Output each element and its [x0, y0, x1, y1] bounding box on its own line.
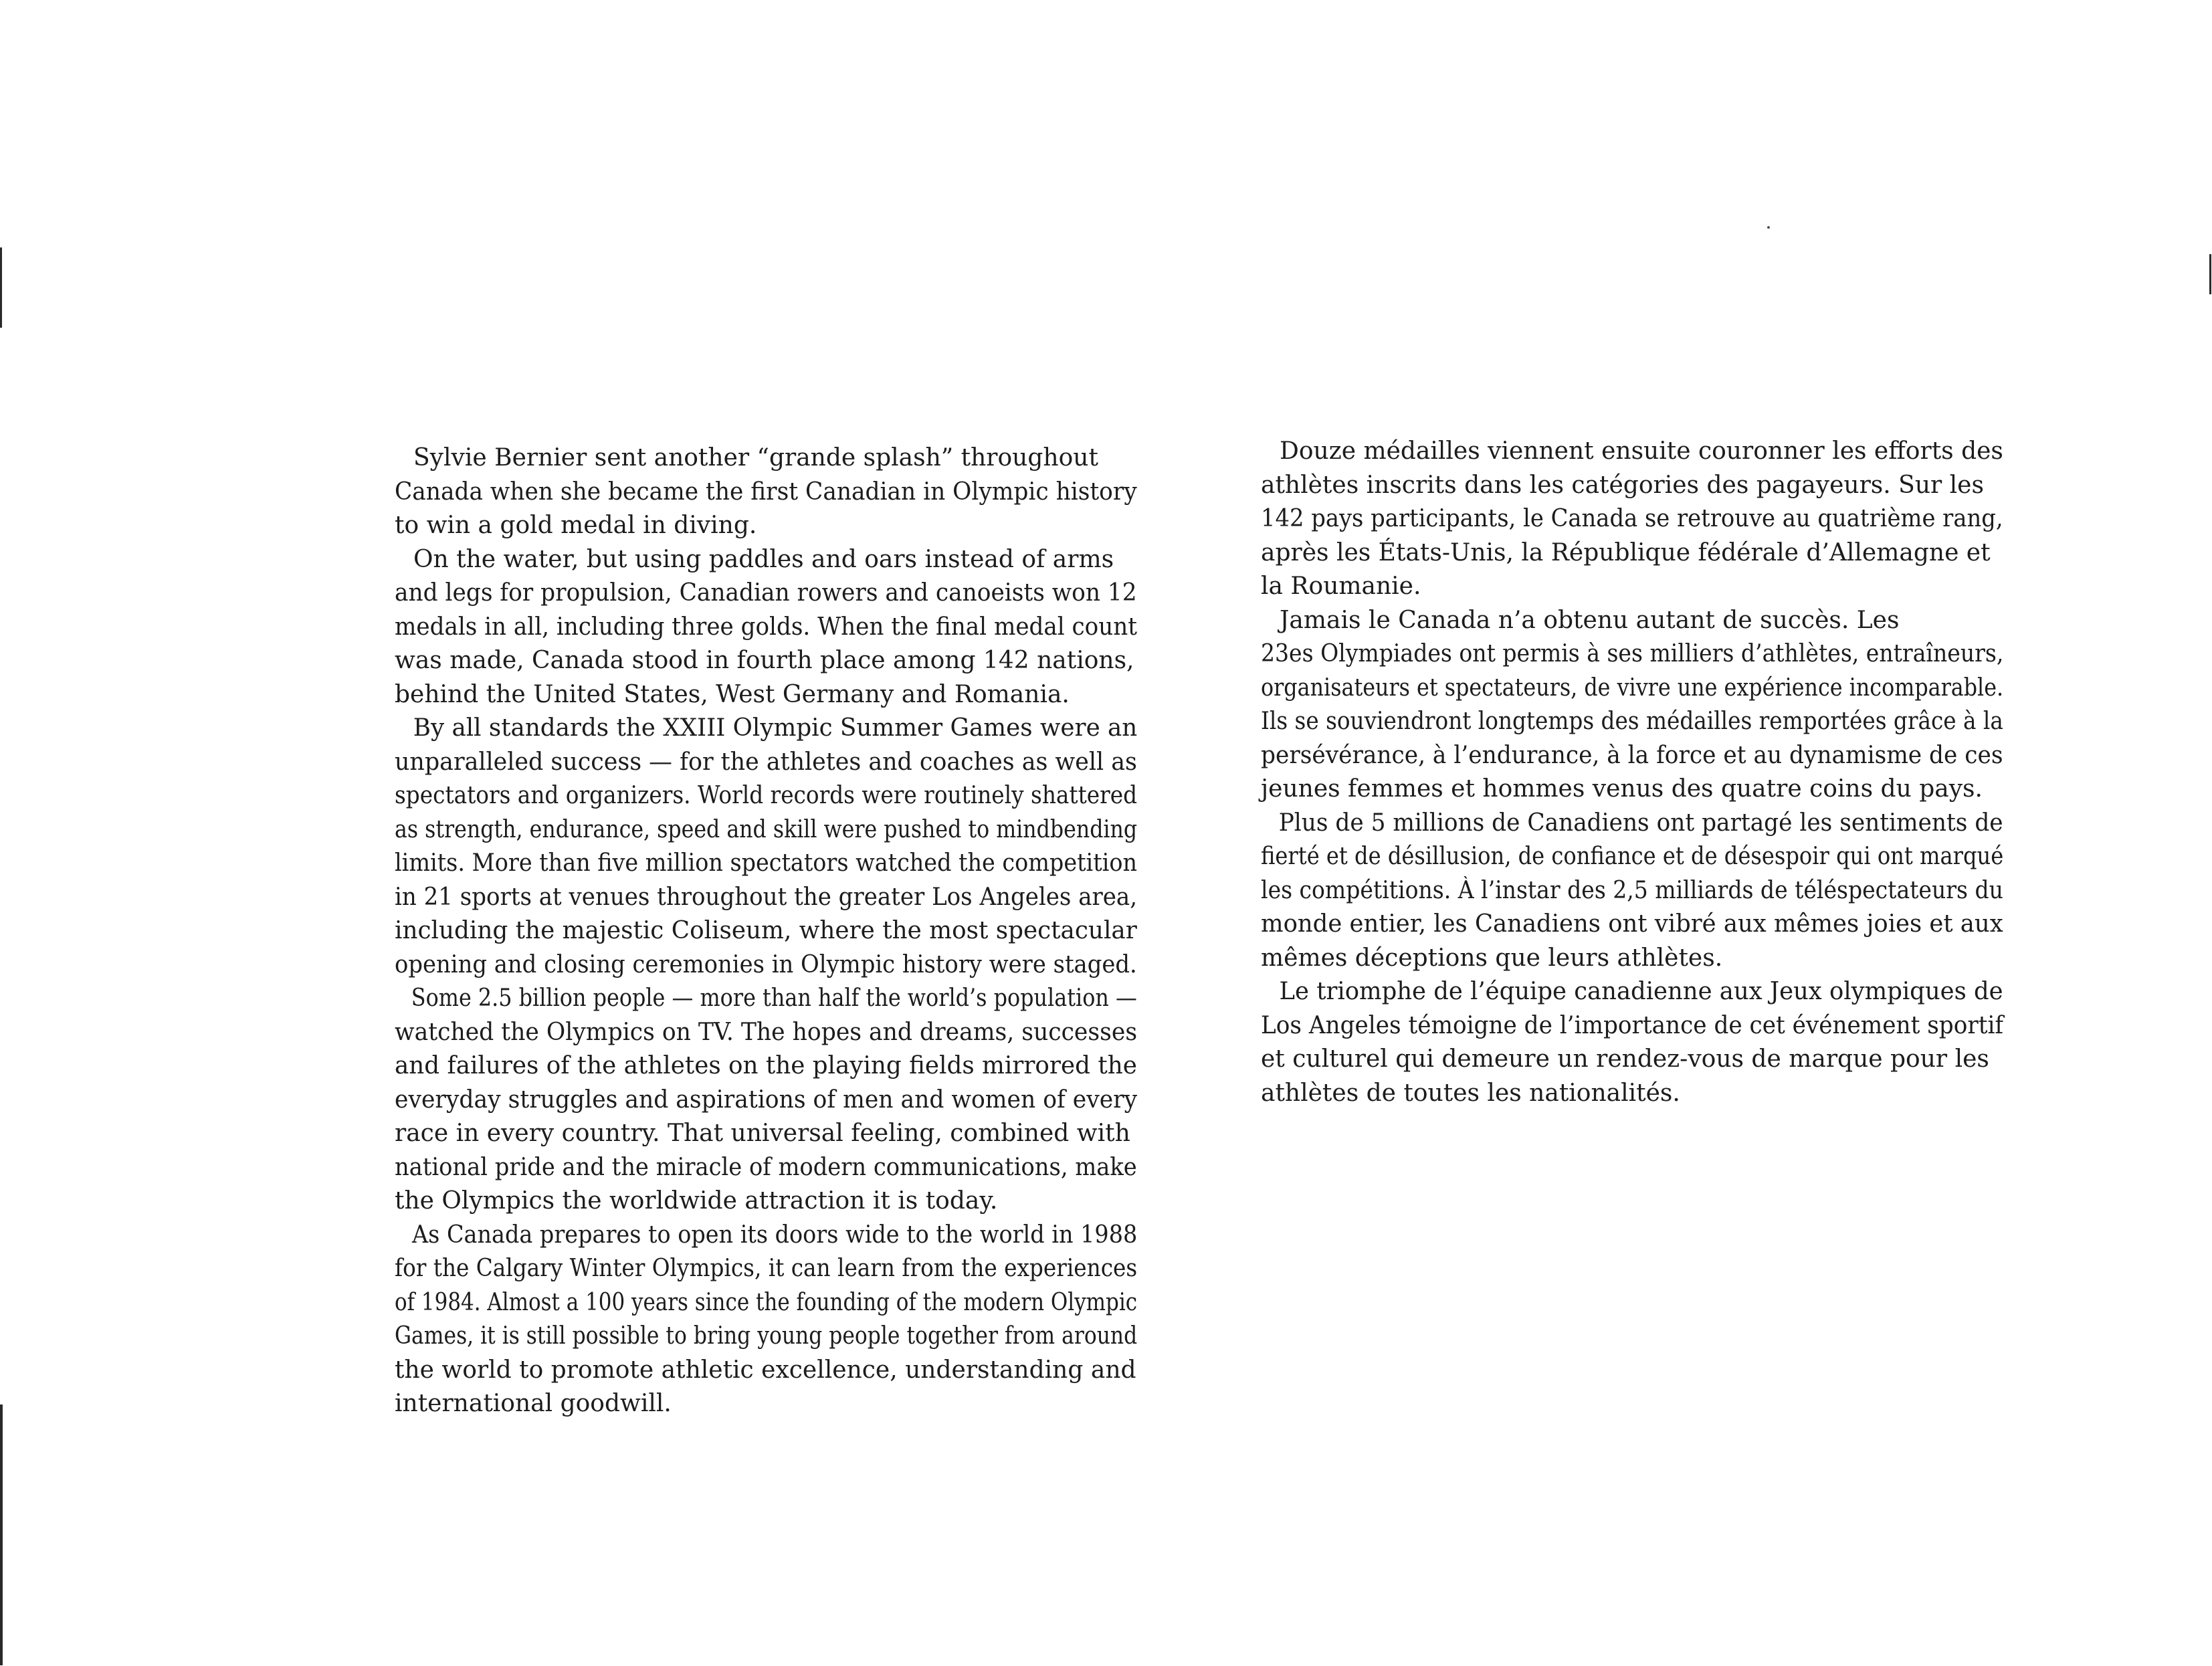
english-text-line: limits. More than five million spectators watched the competition	[395, 849, 1137, 877]
english-text-line: Sylvie Bernier sent another “grande splash” throughout	[413, 444, 1098, 472]
french-text-line: Le triomphe de l’équipe canadienne aux Jeux olympiques de	[1279, 978, 2003, 1005]
french-text-line: athlètes de toutes les nationalités.	[1261, 1079, 1680, 1107]
english-text-line: of 1984. Almost a 100 years since the founding of the modern Olympic	[395, 1288, 1138, 1316]
french-text-line: après les États-Unis, la République fédérale d’Allemagne et	[1261, 538, 1991, 566]
french-text-line: fierté et de désillusion, de confiance et de désespoir qui ont marqué	[1261, 843, 2004, 870]
french-text-line: persévérance, à l’endurance, à la force et au dynamisme de ces	[1261, 741, 2003, 769]
english-text-line: the world to promote athletic excellence, understanding and	[395, 1356, 1136, 1384]
english-text-line: in 21 sports at venues throughout the greater Los Angeles area,	[395, 883, 1138, 911]
french-text-line: et culturel qui demeure un rendez-vous de marque pour les	[1261, 1045, 1989, 1073]
english-text-line: as strength, endurance, speed and skill were pushed to mindbending	[395, 815, 1138, 843]
english-text-line: As Canada prepares to open its doors wide to the world in 1988	[412, 1221, 1138, 1249]
french-text-line: Douze médailles viennent ensuite couronner les efforts des	[1280, 437, 2003, 465]
left-edge-mark-bottom	[0, 1404, 3, 1665]
french-text-line: Los Angeles témoigne de l’importance de cet événement sportif	[1261, 1011, 2004, 1039]
english-text-line: the Olympics the worldwide attraction it is today.	[395, 1187, 998, 1215]
english-text-line: Some 2.5 billion people — more than half the world’s population —	[411, 984, 1137, 1012]
french-text-line: les compétitions. À l’instar des 2,5 milliards de téléspectateurs du	[1261, 876, 2003, 904]
english-text-line: was made, Canada stood in fourth place among 142 nations,	[395, 647, 1134, 674]
english-text-line: for the Calgary Winter Olympics, it can learn from the experiences	[395, 1255, 1138, 1282]
english-text-line: unparalleled success — for the athletes and coaches as well as	[395, 748, 1137, 776]
french-text-line: athlètes inscrits dans les catégories des pagayeurs. Sur les	[1261, 471, 1984, 499]
english-text-line: spectators and organizers. World records were routinely shattered	[395, 782, 1138, 809]
french-text-line: mêmes déceptions que leurs athlètes.	[1261, 944, 1723, 972]
english-text-line: On the water, but using paddles and oars instead of arms	[413, 545, 1114, 573]
english-text-line: behind the United States, West Germany and Romania.	[395, 680, 1070, 708]
french-text-line: Ils se souviendront longtemps des médailles remportées grâce à la	[1261, 708, 2003, 735]
french-text-line: la Roumanie.	[1261, 572, 1421, 600]
english-text-line: and legs for propulsion, Canadian rowers and canoeists won 12	[395, 579, 1137, 607]
french-text-line: Plus de 5 millions de Canadiens ont partagé les sentiments de	[1278, 809, 2003, 837]
french-text-line: monde entier, les Canadiens ont vibré aux mêmes joies et aux	[1261, 910, 2003, 938]
english-text-line: everyday struggles and aspirations of men and women of every	[395, 1085, 1138, 1114]
english-column	[395, 441, 1137, 1421]
french-text-line: Jamais le Canada n’a obtenu autant de succès. Les	[1280, 606, 1900, 634]
english-text-line: including the majestic Coliseum, where the most spectacular	[395, 917, 1137, 944]
english-text-line: By all standards the XXIII Olympic Summer Games were an	[413, 714, 1138, 742]
french-text-line: 23es Olympiades ont permis à ses milliers d’athlètes, entraîneurs,	[1261, 640, 2004, 667]
english-text-line: national pride and the miracle of modern communications, make	[395, 1153, 1137, 1181]
english-text-line: international goodwill.	[395, 1390, 672, 1417]
english-text-line: and failures of the athletes on the playing fields mirrored the	[395, 1052, 1137, 1079]
left-edge-mark-top	[0, 247, 2, 328]
english-text-line: Games, it is still possible to bring young people together from around	[395, 1322, 1138, 1350]
english-text-line: medals in all, including three golds. When the final medal count	[395, 613, 1137, 641]
scan-speck	[1767, 226, 1770, 229]
french-column	[1261, 435, 2003, 1110]
right-edge-mark	[2209, 254, 2211, 294]
english-text-line: Canada when she became the first Canadian in Olympic history	[395, 478, 1137, 506]
english-text-line: watched the Olympics on TV. The hopes and dreams, successes	[395, 1018, 1138, 1046]
french-text-line: jeunes femmes et hommes venus des quatre coins du pays.	[1261, 775, 1983, 803]
french-text-line: 142 pays participants, le Canada se retrouve au quatrième rang,	[1261, 505, 2003, 532]
english-text-line: opening and closing ceremonies in Olympic history were staged.	[395, 950, 1137, 978]
english-text-line: race in every country. That universal feeling, combined with	[395, 1120, 1130, 1147]
english-text-line: to win a gold medal in diving.	[395, 512, 757, 539]
french-text-line: organisateurs et spectateurs, de vivre une expérience incomparable.	[1261, 673, 2004, 702]
